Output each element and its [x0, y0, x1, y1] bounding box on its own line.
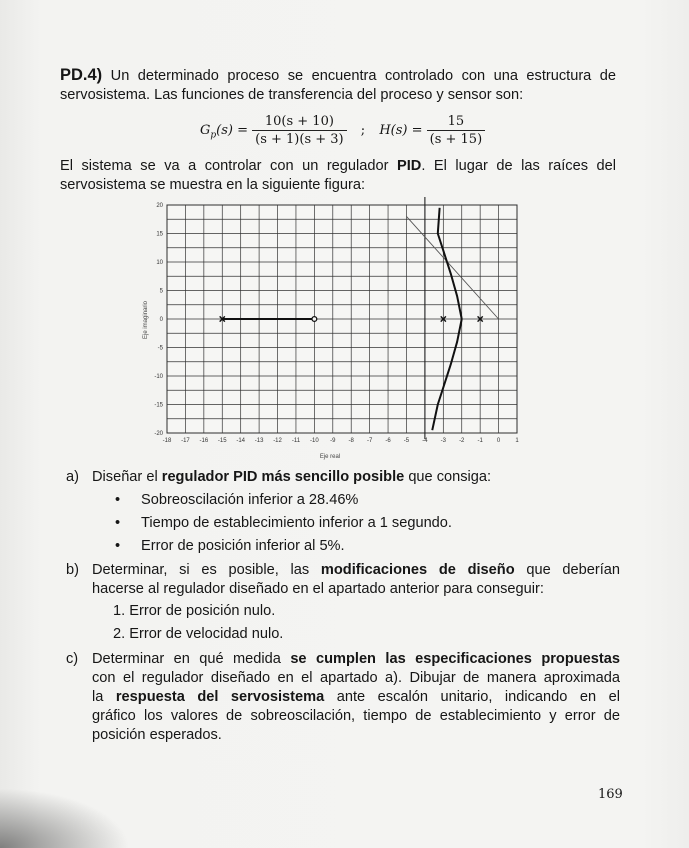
x-tick-label: -7 — [366, 438, 373, 444]
y-tick-label: 15 — [156, 231, 163, 238]
y-tick-label: -5 — [157, 345, 163, 352]
x-tick-label: -13 — [254, 438, 264, 444]
page-edge-shadow — [0, 788, 130, 848]
numbered-item-text: Error de velocidad nulo. — [129, 626, 284, 642]
y-tick-label: 5 — [159, 288, 163, 295]
item-a-bold: regulador PID más sencillo posible — [161, 469, 405, 485]
para2-text-b: . El lugar de las raíces del — [421, 158, 616, 174]
page: PD.4) Un determinado proceso se encuentra controlado con una estructura de servosistema. Las funciones de transferencia del proceso y sensor son: $G_p(s)$ = $\frac{10(s + 10)}{(s + 1)(s + 3)}$ ; H(s) = $\frac{15}{(s + 15)}$ El sistema se va a controlar con un regulador PID. El lugar de las raíces del servosistema se muestra en la siguiente figura: 20 15 10 5 0 -5 -10 -15 -20 -18 -17 -16 -15 -14 -13 -12 -11 -10 -9 -8 -7 -6 -5 -4 -3 -2 -1 0 1 Eje real Eje imaginario a) Diseñar el regulador PID más sencillo posible que consiga: • Sobreoscilación inferior a 28.46% • Tiempo de establecimiento inferior a 1 segundo. • Error de posición inferior al 5%. b) Determinar, si es posible, las modificaciones de diseño que deberían hacerse al regulador diseñado en el apartado anterior para conseguir: 1. Error de posición nulo. 2. Error de velocidad nulo. c) Determinar en qué medida se cumplen las especificaciones propuestas con el regulador diseñado en el apartado a). Dibujar de manera aproximada la respuesta del servosistema ante escalón unitario, indicando en el gráfico los valores de sobreoscilación, tiempo de establecimiento y error de posición esperados. 169 — [0, 0, 689, 848]
bullet-overshoot: Sobreoscilación inferior a 28.46% — [141, 492, 359, 508]
bullet-settling-time: Tiempo de establecimiento inferior a 1 segundo. — [141, 515, 452, 531]
item-c-marker: c) — [66, 651, 79, 667]
y-tick-label: 20 — [156, 203, 163, 209]
x-tick-label: -3 — [440, 438, 446, 444]
x-tick-label: -11 — [291, 438, 301, 444]
x-tick-label: -15 — [217, 438, 227, 444]
item-b-post: que deberían — [514, 562, 621, 578]
gp-fraction — [252, 114, 347, 147]
item-c-line-2: con el regulador diseñado en el apartado a). Dibujar de manera aproximada — [92, 670, 620, 686]
x-tick-label: 1 — [515, 438, 519, 444]
x-tick-label: 0 — [496, 438, 501, 444]
item-c-l3-pre: la — [92, 689, 116, 705]
numbered-item — [113, 625, 283, 644]
intro-paragraph — [60, 66, 616, 105]
x-tick-label: -2 — [459, 438, 465, 444]
h-symbol: H(s) = — [379, 123, 423, 138]
h-numerator: 15 — [427, 114, 486, 131]
y-tick-label: -20 — [154, 431, 163, 437]
numbered-item-text: Error de posición nulo. — [129, 603, 276, 619]
para2-text-a: El sistema se va a controlar con un regulador — [60, 158, 397, 174]
root-locus-chart — [135, 196, 525, 464]
item-c-line-5: posición esperados. — [92, 727, 222, 743]
y-tick-label: -15 — [154, 402, 163, 409]
x-tick-label: -14 — [236, 438, 246, 444]
x-tick-label: -17 — [181, 438, 190, 444]
gp-denominator: (s + 1)(s + 3) — [255, 132, 344, 147]
y-tick-labels — [154, 203, 163, 437]
y-axis-label: Eje imaginario — [143, 300, 149, 340]
gp-subscript: p — [210, 130, 217, 141]
problem-label: PD.4) — [60, 66, 103, 84]
numbered-item-number: 2. — [113, 626, 126, 642]
x-tick-label: -6 — [385, 438, 391, 444]
x-tick-label: -1 — [477, 438, 483, 444]
x-tick-label: -4 — [422, 438, 428, 444]
item-c-line-4: gráfico los valores de sobreoscilación, tiempo de establecimiento y error de — [92, 708, 620, 724]
x-tick-label: -9 — [330, 438, 336, 444]
item-c-l3-bold: respuesta del servosistema — [115, 689, 325, 705]
item-b-bold: modificaciones de diseño — [320, 562, 515, 578]
gp-numerator: 10(s + 10) — [252, 114, 347, 131]
bullet-position-error: Error de posición inferior al 5%. — [141, 538, 345, 554]
x-tick-label: -16 — [199, 438, 209, 444]
numbered-item-number: 1. — [113, 603, 126, 619]
intro-line-2: servosistema. Las funciones de transferencia del proceso y sensor son: — [60, 87, 524, 103]
h-denominator: (s + 15) — [429, 132, 483, 147]
zero-marker — [312, 317, 317, 322]
y-tick-label: -10 — [154, 374, 163, 380]
x-tick-label: -10 — [310, 438, 319, 444]
gp-symbol: G — [200, 123, 211, 138]
x-tick-label: -5 — [403, 438, 410, 444]
item-b-marker: b) — [66, 562, 79, 578]
page-number: 169 — [598, 787, 623, 802]
x-tick-labels — [163, 438, 520, 444]
x-tick-label: -12 — [273, 438, 282, 444]
x-tick-label: -8 — [348, 438, 354, 444]
pid-paragraph — [60, 157, 616, 195]
item-c-l1-pre: Determinar en qué medida — [92, 651, 291, 667]
para2-pid-bold: PID — [397, 158, 422, 174]
item-a-marker: a) — [66, 469, 79, 485]
transfer-functions — [200, 114, 500, 154]
intro-line-1: Un determinado proceso se encuentra controlado con una estructura de — [110, 68, 616, 84]
y-tick-label: 0 — [159, 317, 163, 323]
item-c-l3-post: ante escalón unitario, indicando en el — [324, 689, 620, 705]
item-b-line-2: hacerse al regulador diseñado en el apartado anterior para conseguir: — [92, 581, 544, 597]
gp-arg: (s) = — [216, 123, 248, 138]
h-fraction — [427, 114, 486, 147]
equation-separator: ; — [360, 123, 366, 138]
numbered-item — [113, 602, 275, 621]
item-a-pre: Diseñar el — [92, 469, 162, 485]
x-tick-label: -18 — [162, 438, 172, 444]
x-axis-label: Eje real — [319, 454, 341, 460]
item-a-post: que consiga: — [404, 469, 492, 485]
y-tick-label: 10 — [156, 260, 163, 266]
item-b-pre: Determinar, si es posible, las — [92, 562, 321, 578]
chart-grid — [167, 197, 517, 439]
item-c-l1-bold: se cumplen las especificaciones propuestas — [290, 651, 620, 667]
para2-line-2: servosistema se muestra en la siguiente figura: — [60, 177, 365, 193]
